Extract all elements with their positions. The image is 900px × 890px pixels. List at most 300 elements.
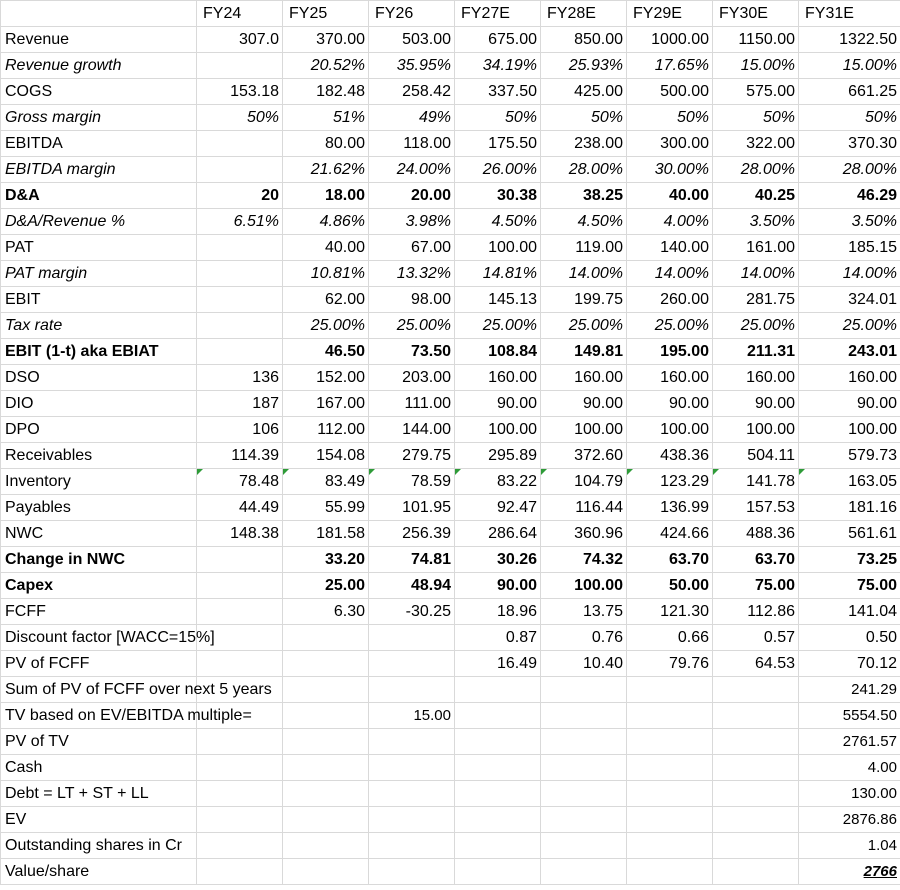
value-cell[interactable] [197,157,283,183]
value-cell[interactable]: 40.00 [283,235,369,261]
value-cell[interactable]: 100.00 [455,417,541,443]
value-cell[interactable]: 425.00 [541,79,627,105]
value-cell[interactable]: 106 [197,417,283,443]
row-label-cell[interactable]: Payables [1,495,197,521]
value-cell[interactable] [197,677,283,703]
value-cell[interactable]: 100.00 [541,417,627,443]
value-cell[interactable]: 75.00 [799,573,900,599]
row-label-cell[interactable]: Capex [1,573,197,599]
value-cell[interactable] [627,781,713,807]
value-cell[interactable]: 35.95% [369,53,455,79]
value-cell[interactable] [627,677,713,703]
value-cell[interactable] [541,833,627,859]
value-cell[interactable]: 17.65% [627,53,713,79]
value-cell[interactable]: 123.29 [627,469,713,495]
value-cell[interactable] [627,729,713,755]
value-cell[interactable] [197,599,283,625]
value-cell[interactable]: 20 [197,183,283,209]
value-cell[interactable] [197,729,283,755]
value-cell[interactable]: 195.00 [627,339,713,365]
value-cell[interactable]: 187 [197,391,283,417]
value-cell[interactable]: 145.13 [455,287,541,313]
value-cell[interactable]: 25.00% [455,313,541,339]
value-cell[interactable]: 4.00 [799,755,900,781]
value-cell[interactable]: 503.00 [369,27,455,53]
value-cell[interactable]: 144.00 [369,417,455,443]
value-cell[interactable]: 33.20 [283,547,369,573]
value-cell[interactable]: 50% [197,105,283,131]
value-cell[interactable]: 136.99 [627,495,713,521]
value-cell[interactable] [541,859,627,885]
value-cell[interactable] [627,807,713,833]
value-cell[interactable]: 575.00 [713,79,799,105]
value-cell[interactable] [283,781,369,807]
value-cell[interactable]: 260.00 [627,287,713,313]
value-cell[interactable]: 28.00% [541,157,627,183]
row-label-cell[interactable]: DPO [1,417,197,443]
value-cell[interactable] [369,859,455,885]
value-cell[interactable]: 181.58 [283,521,369,547]
value-cell[interactable]: 13.32% [369,261,455,287]
value-cell[interactable] [283,703,369,729]
value-cell[interactable]: 100.00 [627,417,713,443]
value-cell[interactable]: 185.15 [799,235,900,261]
value-cell[interactable]: 74.32 [541,547,627,573]
value-cell[interactable]: 25.00% [627,313,713,339]
value-cell[interactable]: 175.50 [455,131,541,157]
value-cell[interactable]: 44.49 [197,495,283,521]
value-cell[interactable]: 100.00 [455,235,541,261]
value-cell[interactable]: 2766 [799,859,900,885]
value-cell[interactable]: 243.01 [799,339,900,365]
row-label-cell[interactable]: Debt = LT + ST + LL [1,781,197,807]
value-cell[interactable] [713,807,799,833]
value-cell[interactable]: 100.00 [799,417,900,443]
row-label-cell[interactable]: Inventory [1,469,197,495]
value-cell[interactable] [197,573,283,599]
value-cell[interactable] [713,755,799,781]
value-cell[interactable] [369,807,455,833]
value-cell[interactable]: 10.40 [541,651,627,677]
value-cell[interactable]: 370.00 [283,27,369,53]
value-cell[interactable]: 14.00% [627,261,713,287]
header-cell[interactable]: FY29E [627,1,713,27]
value-cell[interactable]: 15.00% [799,53,900,79]
value-cell[interactable]: 160.00 [799,365,900,391]
value-cell[interactable]: 0.76 [541,625,627,651]
value-cell[interactable]: 98.00 [369,287,455,313]
row-label-cell[interactable]: EBIT [1,287,197,313]
value-cell[interactable] [713,859,799,885]
value-cell[interactable]: 25.00 [283,573,369,599]
value-cell[interactable] [283,677,369,703]
value-cell[interactable]: 488.36 [713,521,799,547]
value-cell[interactable] [541,677,627,703]
row-label-cell[interactable]: Receivables [1,443,197,469]
value-cell[interactable]: 80.00 [283,131,369,157]
value-cell[interactable] [369,651,455,677]
value-cell[interactable] [369,625,455,651]
row-label-cell[interactable]: PAT [1,235,197,261]
value-cell[interactable]: 20.00 [369,183,455,209]
value-cell[interactable]: 141.78 [713,469,799,495]
value-cell[interactable]: 90.00 [627,391,713,417]
value-cell[interactable] [541,755,627,781]
value-cell[interactable] [627,859,713,885]
value-cell[interactable]: 295.89 [455,443,541,469]
value-cell[interactable] [283,807,369,833]
value-cell[interactable]: 4.50% [455,209,541,235]
value-cell[interactable] [283,833,369,859]
value-cell[interactable]: 561.61 [799,521,900,547]
value-cell[interactable] [713,781,799,807]
value-cell[interactable]: 114.39 [197,443,283,469]
value-cell[interactable] [713,677,799,703]
value-cell[interactable] [713,833,799,859]
value-cell[interactable]: 438.36 [627,443,713,469]
value-cell[interactable]: 30.00% [627,157,713,183]
value-cell[interactable]: 424.66 [627,521,713,547]
row-label-cell[interactable]: Outstanding shares in Cr [1,833,197,859]
value-cell[interactable]: 62.00 [283,287,369,313]
value-cell[interactable]: 140.00 [627,235,713,261]
value-cell[interactable]: 3.50% [713,209,799,235]
value-cell[interactable]: 153.18 [197,79,283,105]
value-cell[interactable]: 15.00% [713,53,799,79]
value-cell[interactable]: 0.57 [713,625,799,651]
value-cell[interactable]: 6.51% [197,209,283,235]
value-cell[interactable]: 118.00 [369,131,455,157]
value-cell[interactable]: 90.00 [799,391,900,417]
row-label-cell[interactable]: PV of TV [1,729,197,755]
value-cell[interactable] [541,807,627,833]
header-cell[interactable]: FY31E [799,1,900,27]
value-cell[interactable]: 100.00 [713,417,799,443]
value-cell[interactable]: 116.44 [541,495,627,521]
value-cell[interactable]: 18.96 [455,599,541,625]
value-cell[interactable]: 160.00 [541,365,627,391]
value-cell[interactable]: 21.62% [283,157,369,183]
value-cell[interactable]: 55.99 [283,495,369,521]
value-cell[interactable]: 25.00% [283,313,369,339]
value-cell[interactable]: 579.73 [799,443,900,469]
value-cell[interactable]: 241.29 [799,677,900,703]
value-cell[interactable]: 152.00 [283,365,369,391]
value-cell[interactable]: 279.75 [369,443,455,469]
value-cell[interactable] [541,781,627,807]
value-cell[interactable] [455,807,541,833]
value-cell[interactable]: 40.25 [713,183,799,209]
value-cell[interactable] [369,781,455,807]
value-cell[interactable] [197,651,283,677]
value-cell[interactable]: 141.04 [799,599,900,625]
value-cell[interactable]: 281.75 [713,287,799,313]
value-cell[interactable]: 372.60 [541,443,627,469]
value-cell[interactable]: 70.12 [799,651,900,677]
value-cell[interactable]: 211.31 [713,339,799,365]
value-cell[interactable]: 28.00% [799,157,900,183]
value-cell[interactable] [455,833,541,859]
value-cell[interactable] [455,677,541,703]
value-cell[interactable]: 148.38 [197,521,283,547]
value-cell[interactable]: 30.38 [455,183,541,209]
value-cell[interactable]: 324.01 [799,287,900,313]
value-cell[interactable]: 850.00 [541,27,627,53]
value-cell[interactable]: 370.30 [799,131,900,157]
value-cell[interactable]: 46.50 [283,339,369,365]
value-cell[interactable]: 50.00 [627,573,713,599]
value-cell[interactable] [197,625,283,651]
value-cell[interactable] [283,729,369,755]
value-cell[interactable]: 50% [455,105,541,131]
value-cell[interactable]: 50% [627,105,713,131]
row-label-cell[interactable]: Gross margin [1,105,197,131]
value-cell[interactable]: 25.00% [541,313,627,339]
row-label-cell[interactable]: D&A/Revenue % [1,209,197,235]
value-cell[interactable] [197,287,283,313]
value-cell[interactable]: 149.81 [541,339,627,365]
value-cell[interactable] [369,833,455,859]
value-cell[interactable]: 78.59 [369,469,455,495]
value-cell[interactable] [197,807,283,833]
value-cell[interactable] [283,755,369,781]
value-cell[interactable]: 108.84 [455,339,541,365]
value-cell[interactable]: 25.00% [713,313,799,339]
value-cell[interactable]: 1000.00 [627,27,713,53]
value-cell[interactable]: 104.79 [541,469,627,495]
value-cell[interactable] [455,703,541,729]
value-cell[interactable]: 199.75 [541,287,627,313]
value-cell[interactable]: 24.00% [369,157,455,183]
value-cell[interactable] [197,833,283,859]
value-cell[interactable]: 160.00 [713,365,799,391]
value-cell[interactable]: 1150.00 [713,27,799,53]
value-cell[interactable] [541,703,627,729]
value-cell[interactable]: 3.50% [799,209,900,235]
value-cell[interactable]: 40.00 [627,183,713,209]
value-cell[interactable]: 50% [799,105,900,131]
value-cell[interactable]: 119.00 [541,235,627,261]
value-cell[interactable]: 360.96 [541,521,627,547]
value-cell[interactable] [713,729,799,755]
value-cell[interactable] [197,313,283,339]
value-cell[interactable]: 182.48 [283,79,369,105]
value-cell[interactable]: 4.00% [627,209,713,235]
row-label-cell[interactable]: Revenue growth [1,53,197,79]
value-cell[interactable] [627,755,713,781]
value-cell[interactable]: 49% [369,105,455,131]
value-cell[interactable]: 51% [283,105,369,131]
value-cell[interactable]: 181.16 [799,495,900,521]
value-cell[interactable] [197,235,283,261]
value-cell[interactable] [197,53,283,79]
value-cell[interactable] [369,677,455,703]
value-cell[interactable]: 2876.86 [799,807,900,833]
value-cell[interactable] [197,781,283,807]
value-cell[interactable]: 75.00 [713,573,799,599]
value-cell[interactable]: 121.30 [627,599,713,625]
value-cell[interactable]: 500.00 [627,79,713,105]
value-cell[interactable]: 286.64 [455,521,541,547]
row-label-cell[interactable]: PV of FCFF [1,651,197,677]
row-label-cell[interactable]: EBITDA [1,131,197,157]
value-cell[interactable] [197,339,283,365]
value-cell[interactable]: 78.48 [197,469,283,495]
value-cell[interactable] [455,729,541,755]
value-cell[interactable]: 2761.57 [799,729,900,755]
value-cell[interactable] [197,859,283,885]
row-label-cell[interactable]: DSO [1,365,197,391]
value-cell[interactable]: 157.53 [713,495,799,521]
value-cell[interactable]: 661.25 [799,79,900,105]
value-cell[interactable]: 90.00 [455,573,541,599]
value-cell[interactable]: 90.00 [713,391,799,417]
value-cell[interactable]: 5554.50 [799,703,900,729]
value-cell[interactable]: 10.81% [283,261,369,287]
value-cell[interactable]: 26.00% [455,157,541,183]
value-cell[interactable]: 1322.50 [799,27,900,53]
row-label-cell[interactable]: Change in NWC [1,547,197,573]
value-cell[interactable]: 136 [197,365,283,391]
value-cell[interactable]: 50% [713,105,799,131]
row-label-cell[interactable]: PAT margin [1,261,197,287]
value-cell[interactable]: 25.93% [541,53,627,79]
row-label-cell[interactable]: DIO [1,391,197,417]
value-cell[interactable]: 46.29 [799,183,900,209]
value-cell[interactable]: 4.86% [283,209,369,235]
row-label-cell[interactable]: EBITDA margin [1,157,197,183]
value-cell[interactable] [455,755,541,781]
value-cell[interactable]: 16.49 [455,651,541,677]
value-cell[interactable] [541,729,627,755]
value-cell[interactable] [197,261,283,287]
value-cell[interactable]: 0.66 [627,625,713,651]
value-cell[interactable]: 73.50 [369,339,455,365]
value-cell[interactable]: 64.53 [713,651,799,677]
value-cell[interactable]: -30.25 [369,599,455,625]
value-cell[interactable]: 25.00% [369,313,455,339]
row-label-cell[interactable]: FCFF [1,599,197,625]
value-cell[interactable]: 167.00 [283,391,369,417]
value-cell[interactable] [283,625,369,651]
value-cell[interactable]: 0.50 [799,625,900,651]
value-cell[interactable]: 50% [541,105,627,131]
value-cell[interactable]: 38.25 [541,183,627,209]
value-cell[interactable]: 18.00 [283,183,369,209]
value-cell[interactable]: 67.00 [369,235,455,261]
value-cell[interactable]: 30.26 [455,547,541,573]
value-cell[interactable]: 14.00% [713,261,799,287]
value-cell[interactable]: 63.70 [713,547,799,573]
value-cell[interactable] [713,703,799,729]
value-cell[interactable]: 3.98% [369,209,455,235]
row-label-cell[interactable]: Tax rate [1,313,197,339]
header-cell[interactable]: FY30E [713,1,799,27]
value-cell[interactable]: 92.47 [455,495,541,521]
value-cell[interactable]: 1.04 [799,833,900,859]
header-cell[interactable]: FY25 [283,1,369,27]
value-cell[interactable]: 25.00% [799,313,900,339]
row-label-cell[interactable]: Value/share [1,859,197,885]
value-cell[interactable] [369,729,455,755]
value-cell[interactable] [455,859,541,885]
value-cell[interactable]: 112.00 [283,417,369,443]
value-cell[interactable]: 130.00 [799,781,900,807]
header-cell[interactable]: FY27E [455,1,541,27]
value-cell[interactable]: 90.00 [455,391,541,417]
value-cell[interactable]: 161.00 [713,235,799,261]
value-cell[interactable]: 14.00% [541,261,627,287]
value-cell[interactable]: 83.22 [455,469,541,495]
row-label-cell[interactable]: Revenue [1,27,197,53]
value-cell[interactable] [197,131,283,157]
value-cell[interactable]: 300.00 [627,131,713,157]
value-cell[interactable] [283,651,369,677]
value-cell[interactable]: 163.05 [799,469,900,495]
value-cell[interactable] [283,859,369,885]
value-cell[interactable]: 160.00 [455,365,541,391]
value-cell[interactable]: 20.52% [283,53,369,79]
value-cell[interactable]: 79.76 [627,651,713,677]
header-corner-cell[interactable] [1,1,197,27]
value-cell[interactable]: 14.81% [455,261,541,287]
value-cell[interactable] [197,755,283,781]
value-cell[interactable] [369,755,455,781]
value-cell[interactable] [197,547,283,573]
value-cell[interactable] [197,703,283,729]
value-cell[interactable] [627,703,713,729]
value-cell[interactable]: 100.00 [541,573,627,599]
value-cell[interactable]: 111.00 [369,391,455,417]
value-cell[interactable]: 6.30 [283,599,369,625]
value-cell[interactable]: 4.50% [541,209,627,235]
value-cell[interactable]: 13.75 [541,599,627,625]
value-cell[interactable]: 160.00 [627,365,713,391]
value-cell[interactable]: 504.11 [713,443,799,469]
value-cell[interactable]: 203.00 [369,365,455,391]
value-cell[interactable]: 258.42 [369,79,455,105]
value-cell[interactable]: 238.00 [541,131,627,157]
value-cell[interactable]: 83.49 [283,469,369,495]
value-cell[interactable]: 34.19% [455,53,541,79]
row-label-cell[interactable]: Cash [1,755,197,781]
value-cell[interactable]: 256.39 [369,521,455,547]
value-cell[interactable]: 337.50 [455,79,541,105]
value-cell[interactable] [455,781,541,807]
value-cell[interactable]: 73.25 [799,547,900,573]
row-label-cell[interactable]: Discount factor [WACC=15%] [1,625,197,651]
row-label-cell[interactable]: TV based on EV/EBITDA multiple= [1,703,197,729]
value-cell[interactable]: 322.00 [713,131,799,157]
header-cell[interactable]: FY24 [197,1,283,27]
value-cell[interactable]: 675.00 [455,27,541,53]
value-cell[interactable]: 48.94 [369,573,455,599]
value-cell[interactable]: 28.00% [713,157,799,183]
row-label-cell[interactable]: D&A [1,183,197,209]
value-cell[interactable]: 0.87 [455,625,541,651]
value-cell[interactable]: 90.00 [541,391,627,417]
value-cell[interactable]: 112.86 [713,599,799,625]
header-cell[interactable]: FY26 [369,1,455,27]
value-cell[interactable] [627,833,713,859]
value-cell[interactable]: 101.95 [369,495,455,521]
value-cell[interactable]: 154.08 [283,443,369,469]
value-cell[interactable]: 14.00% [799,261,900,287]
row-label-cell[interactable]: EBIT (1-t) aka EBIAT [1,339,197,365]
header-cell[interactable]: FY28E [541,1,627,27]
row-label-cell[interactable]: EV [1,807,197,833]
value-cell[interactable]: 74.81 [369,547,455,573]
